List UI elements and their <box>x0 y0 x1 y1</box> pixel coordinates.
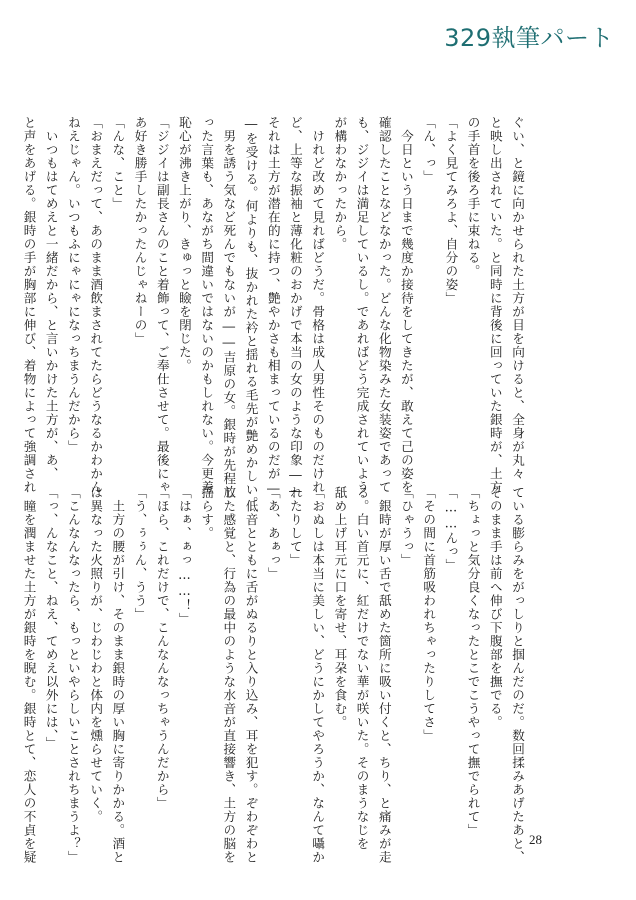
text-column: 舐め上げ耳元に口を寄せ、耳朶を食む。 <box>332 486 348 729</box>
text-column: 「……んっ」 <box>443 486 459 572</box>
text-column: れたりして」 <box>287 486 303 567</box>
text-column: けれど改めて見ればどうだ。骨格は成人男性そのものだけれ <box>310 116 326 494</box>
text-column: 「ジジイは副長さんのこと着飾って、ご奉仕させて。最後にゃ <box>154 116 170 494</box>
text-column: ている膨らみをがっしりと掴んだのだ。数回揉みあげたあと、 <box>510 486 525 864</box>
text-column: それは土方が潜在的に持つ、艶やかさも相まっているのだが― <box>265 116 281 497</box>
text-column: る。白い首元に、紅だけでない華が咲いた。そのまうなじを <box>354 486 370 851</box>
text-column: と声をあげる。銀時の手が胸部に伸び、着物によって強調され <box>21 116 37 494</box>
text-column: 「その間に首筋吸われちゃったりしてさ」 <box>421 486 437 743</box>
text-column: 「ほら、これだけで、こんなんなっちゃうんだから」 <box>154 486 170 810</box>
text-column: 土方の腰が引け、そのまま銀時の厚い胸に寄りかかる。酒と <box>110 486 126 864</box>
text-column: 「んな、こと」 <box>110 116 126 211</box>
text-column: が構わなかったから。 <box>332 116 348 251</box>
text-column: ど、上等な振袖と薄化粧のおかげで本当の女のような印象―― <box>287 116 303 499</box>
text-column: 「よく見てみろよ、自分の姿」 <box>443 116 459 305</box>
text-column: 「ちょっと気分良くなったとこでこうやって撫でられて」 <box>465 486 481 837</box>
text-column: 「ひゃうっ」 <box>398 486 414 567</box>
text-column: そのまま手は前へ伸び下腹部を撫でる。 <box>487 486 503 729</box>
lower-text-block <box>21 486 528 864</box>
text-column: 「おまえだって、あのまま酒飲まされてたらどうなるかわかん <box>88 116 104 494</box>
text-column: 「おぬしは本当に美しい、どうにかしてやろうか、なんて囁か <box>310 486 326 864</box>
text-column: 男を誘う気など死んでもないが――吉原の女。銀時が先程放 <box>221 116 237 499</box>
page-title: 329執筆パート <box>444 24 614 52</box>
text-column: 瞳を潤ませた土方が銀時を睨む。銀時とて、恋人の不貞を疑 <box>21 486 37 864</box>
text-column: いつもはてめえと一緒だから、と言いかけた土方が、あ、 <box>43 116 59 481</box>
text-column: 「こんなんなったら、もっといやらしいことされちまうよ？」 <box>65 486 81 864</box>
text-column: 「う、ぅぅん、うう」 <box>132 486 148 621</box>
text-column: 「はぁ、ぁっ……！」 <box>176 486 192 626</box>
text-column: あ好き勝手したかったんじゃねーの」 <box>132 116 148 346</box>
text-column: 「ん、っ」 <box>421 116 437 184</box>
text-column: 「あ、あぁっ」 <box>265 486 281 581</box>
text-column: った言葉も、あながち間違いではないのかもしれない。今更羞 <box>199 116 215 494</box>
upper-text-block <box>21 116 528 510</box>
text-column: ―を受ける。何よりも、抜かれた衿と揺れる毛先が艶めかしい。 <box>243 116 259 510</box>
text-column: した感覚と、行為の最中のような水音が直接響き、土方の脳を <box>221 486 237 864</box>
text-column: 低音とともに舌がぬるりと入り込み、耳を犯す。ぞわぞわと <box>243 486 259 864</box>
text-column: ぐい、と鏡に向かせられた土方が目を向けると、全身が丸々 <box>510 116 525 481</box>
text-column: ねえじゃん。いつもふにゃにゃになっちまうんだから」 <box>65 116 81 454</box>
text-column: 恥心が沸き上がり、きゅっと瞼を閉じた。 <box>176 116 192 373</box>
page-number: 28 <box>529 832 542 847</box>
text-column: 銀時が厚い舌で舐めた箇所に吸い付くと、ちり、と痛みが走 <box>376 486 392 864</box>
text-column: 今日という日まで幾度か接待をしてきたが、敢えて己の姿を <box>398 116 414 494</box>
text-column: 確認したことなどなかった。どんな化物染みた女装姿であって <box>376 116 392 494</box>
text-column: と映し出されていた。と同時に背後に回っていた銀時が、土方 <box>487 116 503 494</box>
text-column: も、ジジイは満足しているし。であればどう完成されていよう <box>354 116 370 494</box>
text-column: の手首を後ろ手に束ねる。 <box>465 116 481 278</box>
text-column: は異なった火照りが、じわじわと体内を燻らせていく。 <box>88 486 104 824</box>
text-column: 揺らす。 <box>199 486 215 540</box>
text-column: 「っ、んなこと、ねえ、てめえ以外には、」 <box>43 486 59 750</box>
